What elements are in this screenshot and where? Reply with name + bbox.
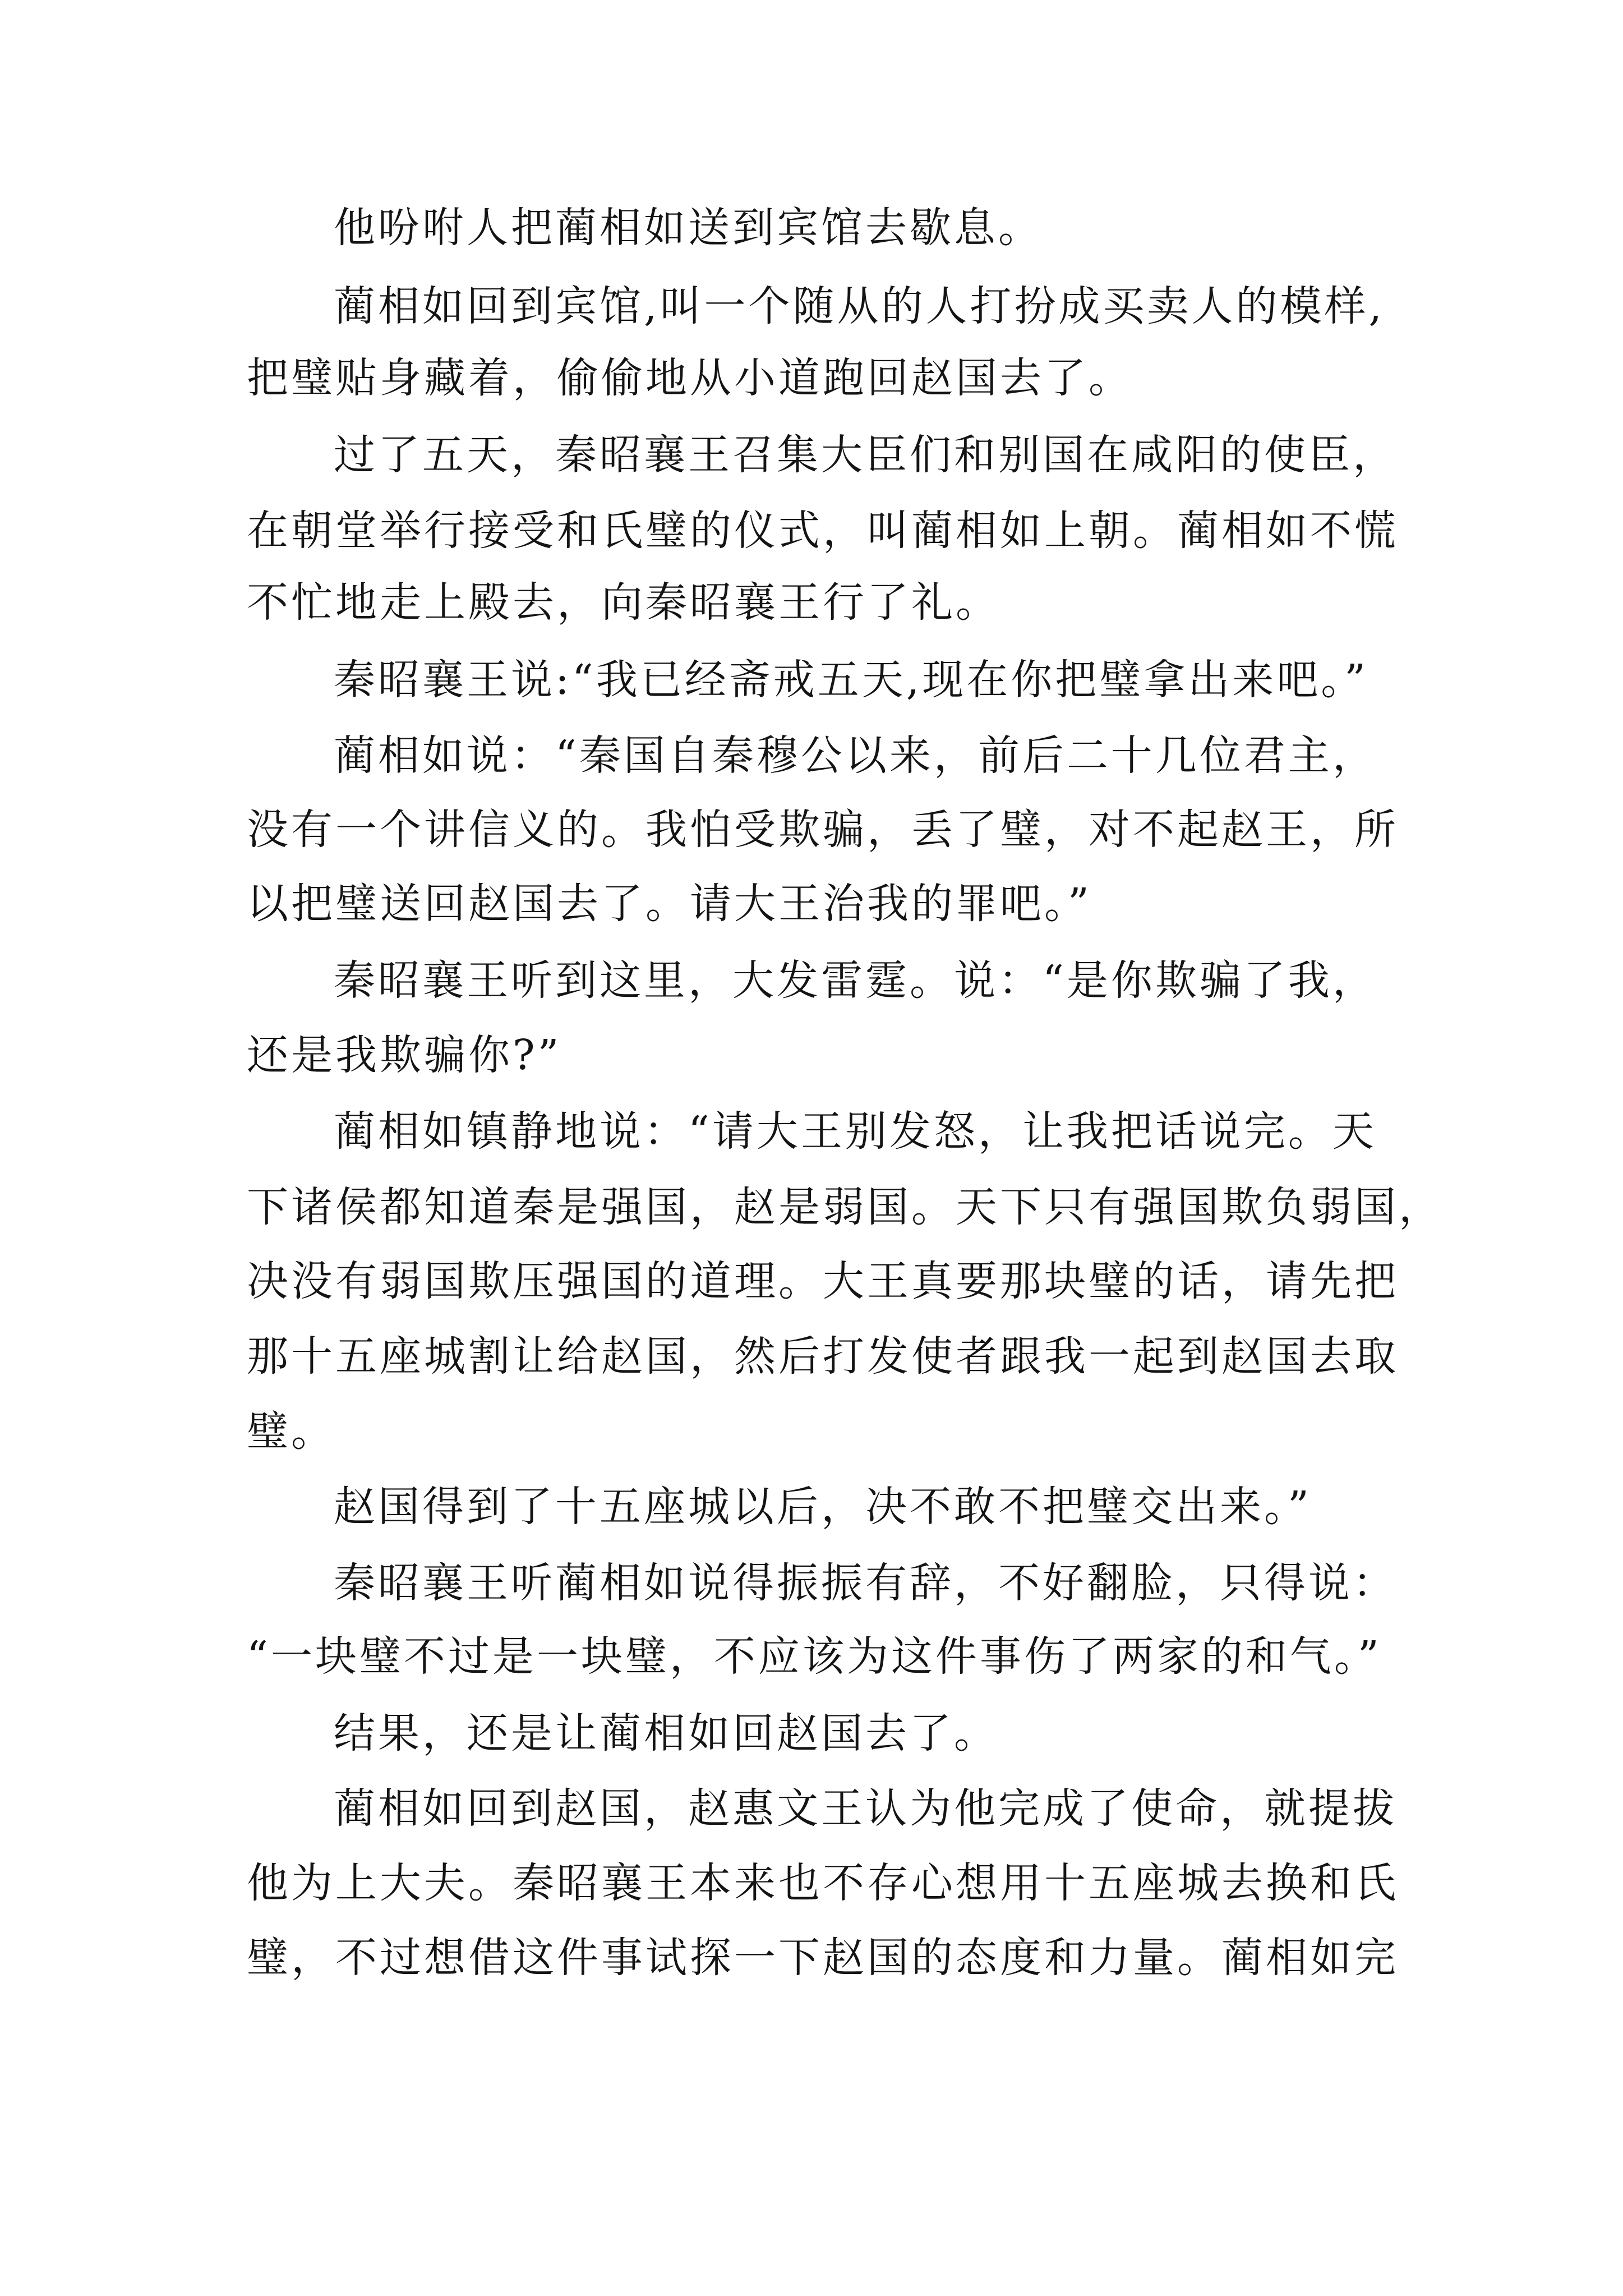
text-line: 璧。 <box>247 1407 335 1456</box>
text-line: 蔺相如回到宾馆,叫一个随从的人打扮成买卖人的模样, <box>334 282 1385 330</box>
text-line: 赵国得到了十五座城以后，决不敢不把璧交出来。” <box>334 1483 1312 1531</box>
text-line: 蔺相如回到赵国，赵惠文王认为他完成了使命，就提拔 <box>334 1784 1397 1833</box>
text-line: 不忙地走上殿去，向秦昭襄王行了礼。 <box>247 578 1000 627</box>
text-line: 蔺相如镇静地说：“请大王别发怒，让我把话说完。天 <box>334 1107 1377 1156</box>
text-line: 以把璧送回赵国去了。请大王治我的罪吧。” <box>247 880 1092 928</box>
text-line: 蔺相如说：“秦国自秦穆公以来，前后二十几位君主， <box>334 731 1377 780</box>
text-line: 他吩咐人把蔺相如送到宾馆去歇息。 <box>334 204 1043 252</box>
text-line: 秦昭襄王听到这里，大发雷霆。说：“是你欺骗了我， <box>334 956 1377 1005</box>
text-line: 结果，还是让蔺相如回赵国去了。 <box>334 1709 998 1757</box>
text-line: “一块璧不过是一块璧，不应该为这件事伤了两家的和气。” <box>247 1632 1382 1681</box>
text-line: 下诸侯都知道秦是强国，赵是弱国。天下只有强国欺负弱国， <box>247 1183 1443 1231</box>
text-line: 他为上大夫。秦昭襄王本来也不存心想用十五座城去换和氏 <box>247 1859 1399 1907</box>
text-line: 把璧贴身藏着，偷偷地从小道跑回赵国去了。 <box>247 354 1133 402</box>
text-line: 没有一个讲信义的。我怕受欺骗，丢了璧，对不起赵王，所 <box>247 806 1399 854</box>
text-line: 在朝堂举行接受和氏璧的仪式，叫蔺相如上朝。蔺相如不慌 <box>247 507 1399 555</box>
text-line: 璧，不过想借这件事试探一下赵国的态度和力量。蔺相如完 <box>247 1934 1399 1982</box>
text-line: 还是我欺骗你?” <box>247 1031 562 1079</box>
text-line: 秦昭襄王听蔺相如说得振振有辞，不好翻脸，只得说： <box>334 1559 1397 1607</box>
text-line: 决没有弱国欺压强国的道理。大王真要那块璧的话，请先把 <box>247 1257 1399 1305</box>
text-line: 那十五座城割让给赵国，然后打发使者跟我一起到赵国去取 <box>247 1332 1399 1381</box>
text-line: 过了五天，秦昭襄王召集大臣们和别国在咸阳的使臣， <box>334 431 1397 479</box>
text-line: 秦昭襄王说:“我已经斋戒五天,现在你把璧拿出来吧。” <box>334 656 1369 704</box>
